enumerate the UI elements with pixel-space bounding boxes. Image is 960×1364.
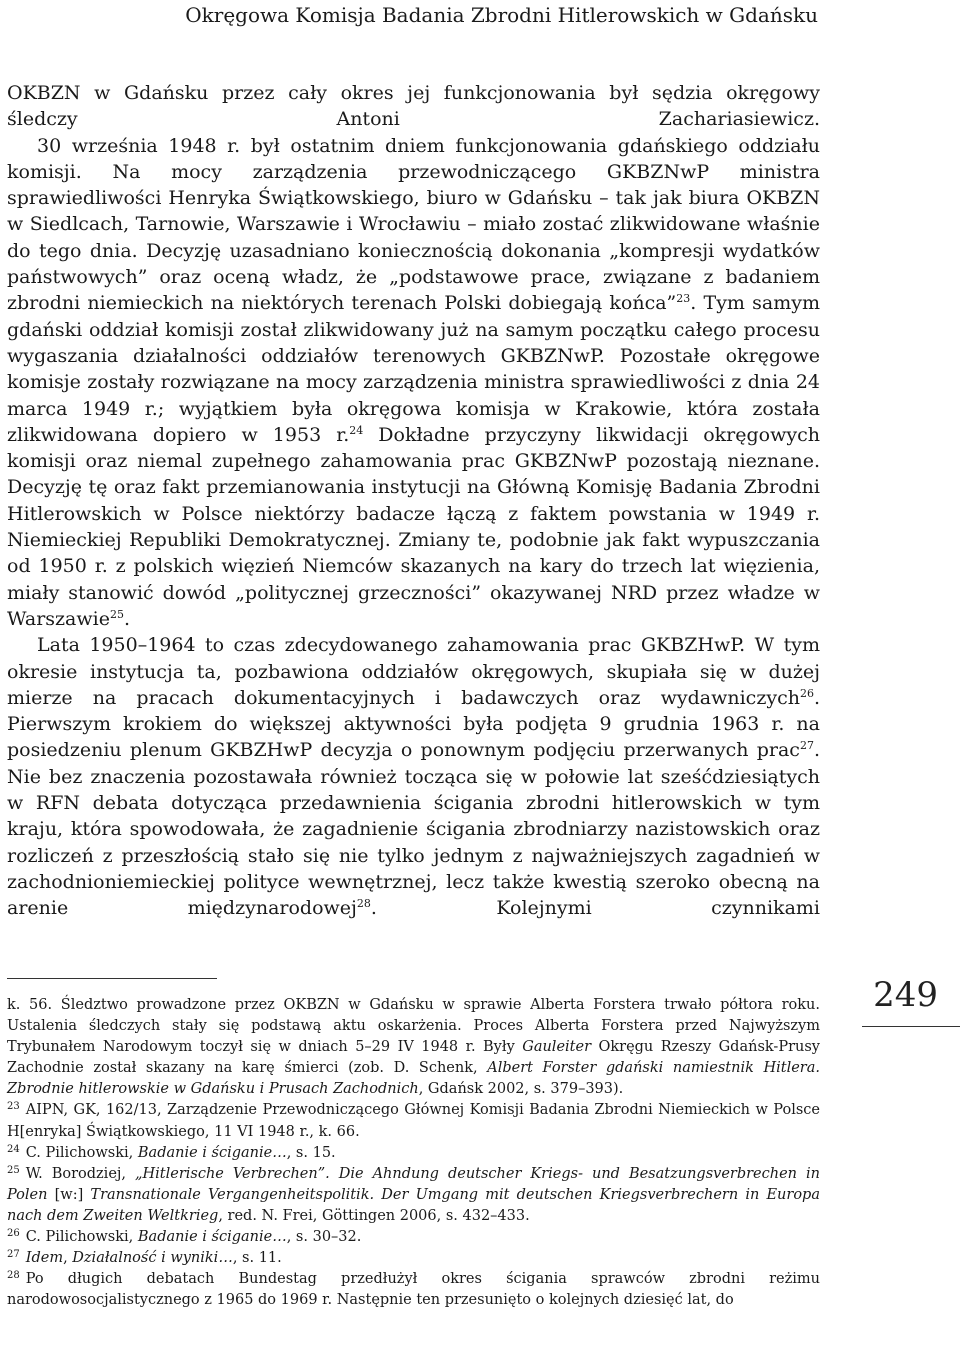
paragraph: 30 września 1948 r. był ostatnim dniem funkcjonowania gdańskiego oddziału komisji. Na mocy zarządzenia przewodniczącego GKBZNwP ministra sprawiedliwości Henryka Świątkowskiego, biuro w Gdańsku – tak jak biura OKBZN w Siedlcach, Tarnowie, Warszawie i Wrocławiu – miało zostać zlikwidowane właśnie do tego dnia. Decyzję uzasadniano koniecznością dokonania „kompresji wydatków państwowych” oraz oceną władz, że „podstawowe prace, związane z badaniem zbrodni niemieckich na niektórych terenach Polski dobiegają końca”$^{23}$. Tym samym gdański oddział komisji został zlikwidowany już na samym początku całego procesu wygaszania działalności oddziałów terenowych GKBZNwP. Pozostałe okręgowe komisje zostały rozwiązane na mocy zarządzenia ministra sprawiedliwości z dnia 24 marca 1949 r.; wyjątkiem była okręgowa komisja w Krakowie, która została zlikwidowana dopiero w 1953 r.$^{24}$ Dokładne przyczyny likwidacji okręgowych komisji oraz niemal zupełnego zahamowania prac GKBZNwP pozostają nieznane. Decyzję tę oraz fakt przemianowania instytucji na Główną Komisję Badania Zbrodni Hitlerowskich w Polsce niektórzy badacze łączą z faktem powstania w 1949 r. Niemieckiej Republiki Demokratycznej. Zmiany te, podobnie jak fakt wypuszczania od 1950 r. z polskich więzień Niemców skazanych na kary do trzech lat więzienia, miały stanowić dowód „politycznej grzeczności” okazywanej NRD przez władze w Warszawie$^{25}$. — [7, 134, 821, 630]
footnote-separator — [7, 978, 217, 979]
footnote-ref: 23 — [676, 292, 691, 306]
footnote-ref: 27 — [799, 739, 814, 753]
paragraph: Lata 1950–1964 to czas zdecydowanego zahamowania prac GKBZHwP. W tym okresie instytucja ta, pozbawiona oddziałów okręgowych, skupiała się w dużej mierze na pracach dokumentacyjnych i badawczych oraz wydawniczych$^{26}$. Pierwszym krokiem do większej aktywności była podjęta 9 grudnia 1963 r. na posiedzeniu plenum GKBZHwP decyzja o ponownym podjęciu przerwanych prac$^{27}$. Nie bez znaczenia pozostawała również tocząca się w połowie lat sześćdziesiątych w RFN debata dotycząca przedawnienia ścigania zbrodni hitlerowskich w tym kraju, która spowodowała, że zagadnienie ścigania zbrodniarzy nazistowskich oraz rozliczeń z przeszłością stało się nie tylko jednym z najważniejszych zagadnień w zachodnioniemieckiej polityce wewnętrznej, lecz także kwestią szeroko obecną na arenie międzynarodowej$^{28}$. Kolejnymi czynnikami — [7, 634, 820, 920]
footnote-ref: 26 — [799, 686, 814, 700]
footnote-ref: 24 — [349, 423, 364, 437]
footnote-item: $^{23}$ AIPN, GK, 162/13, Zarządzenie Przewodniczącego Głównej Komisji Badania Zbrodni Niemieckich w Polsce H[enryka] Świątkowskiego, 11 VI 1948 r., k. 66. — [7, 1101, 820, 1140]
footnote-item: k. 56. Śledztwo prowadzone przez OKBZN w Gdańsku w sprawie Alberta Forstera trwało półtora roku. Ustalenia śledczych stały się podstawą aktu oskarżenia. Proces Alberta Forstera przed Najwyższym Trybunałem Narodowym toczył się w dniach 5–29 IV 1948 r. Były Gauleiter Okręgu Rzeszy Gdańsk-Prusy Zachodnie został skazany na karę śmierci (zob. D. Schenk, Albert Forster gdański namiestnik Hitlera. Zbrodnie hitlerowskie w Gdańsku i Prusach Zachodnich, Gdańsk 2002, s. 379–393). — [7, 997, 820, 1098]
footnote-ref: 28 — [356, 897, 371, 911]
footnote-number: 26 — [7, 1228, 20, 1240]
page-number: 249 — [873, 975, 938, 1015]
footnotes — [7, 995, 820, 1311]
running-header — [0, 0, 960, 40]
footnote-number: 24 — [7, 1143, 20, 1155]
footnote-number: 28 — [7, 1270, 20, 1282]
footnote-item: $^{24}$ C. Pilichowski, Badanie i ściganie…, s. 15. — [7, 1143, 336, 1161]
page-number-rule — [862, 1026, 960, 1027]
footnote-item: $^{26}$ C. Pilichowski, Badanie i ściganie…, s. 30–32. — [7, 1228, 362, 1246]
footnote-number: 23 — [7, 1101, 20, 1113]
running-header-title: Okręgowa Komisja Badania Zbrodni Hitlerowskich w Gdańsku — [185, 3, 818, 27]
footnote-number: 25 — [7, 1164, 20, 1176]
footnote-ref: 25 — [109, 607, 124, 621]
footnote-item: $^{25}$ W. Borodziej, „Hitlerische Verbrechen”. Die Ahndung deutscher Kriegs- und Besatzungsverbrechen in Polen [w:] Transnationale Vergangenheitspolitik. Der Umgang mit deutschen Kriegsverbrechern in Europa nach dem Zweiten Weltkrieg, red. N. Frei, Göttingen 2006, s. 432–433. — [7, 1164, 820, 1224]
main-text — [7, 80, 820, 922]
footnote-item: $^{28}$ Po długich debatach Bundestag przedłużył okres ścigania sprawców zbrodni reżimu narodowosocjalistycznego z 1965 do 1969 r. Następnie ten przesunięto o kolejnych dziesięć lat, do — [7, 1270, 820, 1309]
footnote-item: $^{27}$ Idem, Działalność i wyniki…, s. 11. — [7, 1249, 282, 1267]
footnote-number: 27 — [7, 1249, 20, 1261]
paragraph: OKBZN w Gdańsku przez cały okres jej funkcjonowania był sędzia okręgowy śledczy Antoni Zachariasiewicz. — [7, 82, 820, 131]
